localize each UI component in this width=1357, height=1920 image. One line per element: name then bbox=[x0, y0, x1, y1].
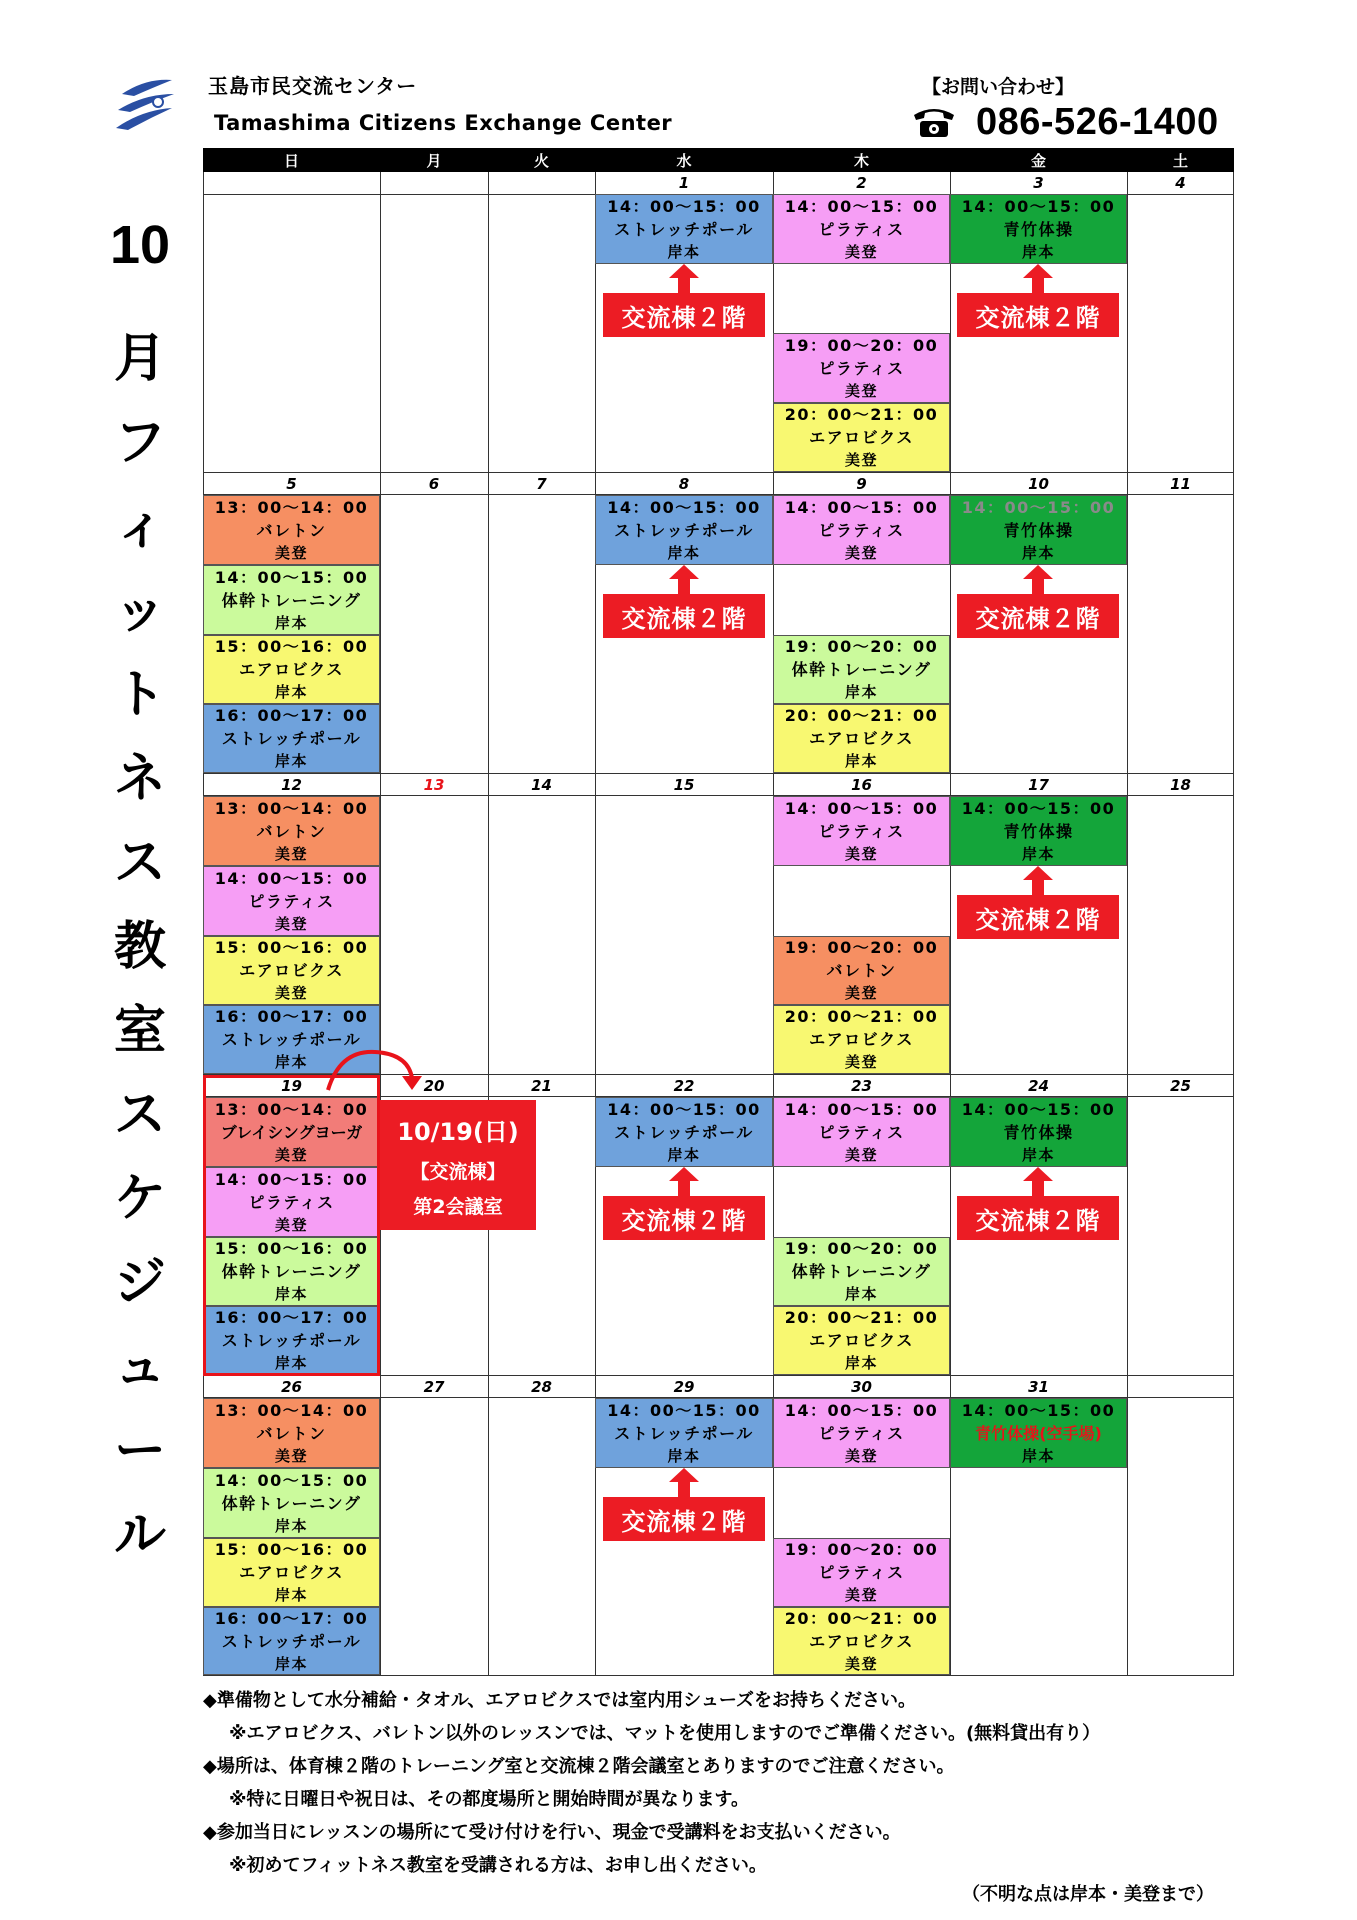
day-number: 15 bbox=[673, 776, 695, 794]
day-number: 5 bbox=[286, 475, 297, 493]
note-line: ※初めてフィットネス教室を受講される方は、お申し出ください。 bbox=[229, 1855, 767, 1876]
org-name-jp: 玉島市民交流センター bbox=[208, 74, 418, 98]
day-number: 1 bbox=[678, 174, 690, 192]
day-number: 28 bbox=[531, 1378, 552, 1396]
arrow-up-icon bbox=[1023, 866, 1053, 895]
event-pilates: 14：00～15：00 ピラティス 美登 bbox=[773, 1097, 950, 1167]
title-char: ッ bbox=[113, 580, 166, 641]
event-barreton: 13：00～14：00 バレトン 美登 bbox=[203, 495, 380, 565]
phone-number[interactable]: 086-526-1400 bbox=[976, 100, 1219, 143]
event-aotake: 14：00～15：00 青竹体操 岸本 bbox=[950, 495, 1127, 565]
room-badge: 交流棟２階 bbox=[603, 1497, 765, 1541]
day-number: 4 bbox=[1175, 174, 1186, 192]
weekday-header-sat: 土 bbox=[1127, 148, 1234, 172]
footer-contact-note: （不明な点は岸本・美登まで） bbox=[962, 1884, 1214, 1905]
special-notice-box bbox=[380, 1100, 536, 1230]
event-barreton: 13：00～14：00 バレトン 美登 bbox=[203, 1398, 380, 1468]
grid-line bbox=[488, 172, 489, 1676]
note-line: ◆参加当日にレッスンの場所にて受け付けを行い、現金で受講料をお支払いください。 bbox=[203, 1822, 901, 1843]
weekday-header-mon: 月 bbox=[380, 148, 488, 172]
weekday-header-sun: 日 bbox=[203, 148, 380, 172]
day-number: 2 bbox=[856, 174, 867, 192]
event-pilates: 19：00～20：00 ピラティス 美登 bbox=[773, 333, 950, 403]
day-number: 21 bbox=[531, 1077, 552, 1095]
event-core-training: 19：00～20：00 体幹トレーニング 岸本 bbox=[773, 635, 950, 704]
event-aerobics: 15：00～16：00 エアロビクス 岸本 bbox=[203, 1538, 380, 1607]
arrow-up-icon bbox=[669, 565, 699, 594]
title-char: ケ bbox=[113, 1168, 166, 1229]
event-barreton: 19：00～20：00 バレトン 美登 bbox=[773, 936, 950, 1005]
event-bracing-yoga: 13：00～14：00 ブレイシングヨーガ 美登 bbox=[203, 1097, 380, 1167]
event-aerobics: 20：00～21：00 エアロビクス 岸本 bbox=[773, 704, 950, 773]
grid-line bbox=[1233, 172, 1234, 1676]
grid-line bbox=[380, 172, 381, 1676]
event-aotake: 14：00～15：00 青竹体操 岸本 bbox=[950, 796, 1127, 866]
event-aotake: 14：00～15：00 青竹体操 岸本 bbox=[950, 194, 1127, 264]
event-core-training: 19：00～20：00 体幹トレーニング 岸本 bbox=[773, 1237, 950, 1306]
grid-line bbox=[1127, 172, 1128, 1676]
weekday-header-thu: 木 bbox=[773, 148, 950, 172]
event-aotake-karate-hall: 14：00～15：00 青竹体操(空手場) 岸本 bbox=[950, 1398, 1127, 1468]
special-notice-date: 10/19(日) bbox=[397, 1117, 519, 1146]
note-line: ◆準備物として水分補給・タオル、エアロビクスでは室内用シューズをお持ちください。 bbox=[203, 1690, 916, 1711]
room-badge: 交流棟２階 bbox=[957, 895, 1119, 939]
note-line: ◆場所は、体育棟２階のトレーニング室と交流棟２階会議室とありますのでご注意ください。 bbox=[203, 1756, 955, 1777]
day-number: 17 bbox=[1028, 776, 1049, 794]
weekday-header-wed: 水 bbox=[595, 148, 773, 172]
event-core-training: 15：00～16：00 体幹トレーニング 岸本 bbox=[203, 1237, 380, 1306]
title-char: フ bbox=[113, 412, 166, 473]
event-stretch-pole: 14：00～15：00 ストレッチポール 岸本 bbox=[595, 1398, 773, 1468]
room-badge: 交流棟２階 bbox=[603, 293, 765, 337]
city-logo-icon bbox=[112, 72, 178, 138]
event-pilates: 14：00～15：00 ピラティス 美登 bbox=[773, 1398, 950, 1468]
title-char: 教 bbox=[113, 916, 166, 977]
event-stretch-pole: 14：00～15：00 ストレッチポール 岸本 bbox=[595, 495, 773, 565]
event-aerobics: 20：00～21：00 エアロビクス 美登 bbox=[773, 1005, 950, 1074]
event-aerobics: 20：00～21：00 エアロビクス 岸本 bbox=[773, 1306, 950, 1375]
day-number: 26 bbox=[281, 1378, 302, 1396]
event-stretch-pole: 16：00～17：00 ストレッチポール 岸本 bbox=[203, 1306, 380, 1375]
event-pilates: 14：00～15：00 ピラティス 美登 bbox=[773, 796, 950, 866]
event-pilates: 14：00～15：00 ピラティス 美登 bbox=[203, 1167, 380, 1237]
org-name-en: Tamashima Citizens Exchange Center bbox=[214, 111, 673, 135]
arrow-up-icon bbox=[669, 1167, 699, 1196]
highlight-box-oct19 bbox=[203, 1075, 380, 1376]
room-badge: 交流棟２階 bbox=[603, 1196, 765, 1240]
arrow-up-icon bbox=[1023, 264, 1053, 293]
event-aerobics: 20：00～21：00 エアロビクス 美登 bbox=[773, 403, 950, 472]
day-number: 25 bbox=[1170, 1077, 1191, 1095]
weekday-header-fri: 金 bbox=[950, 148, 1127, 172]
event-pilates: 14：00～15：00 ピラティス 美登 bbox=[773, 495, 950, 565]
event-core-training: 14：00～15：00 体幹トレーニング 岸本 bbox=[203, 1468, 380, 1538]
day-number: 11 bbox=[1170, 475, 1191, 493]
event-stretch-pole: 16：00～17：00 ストレッチポール 岸本 bbox=[203, 704, 380, 773]
title-month-number: 10 bbox=[109, 215, 171, 275]
day-number: 14 bbox=[531, 776, 552, 794]
day-number: 19 bbox=[281, 1077, 302, 1095]
arrow-up-icon bbox=[1023, 1167, 1053, 1196]
room-badge: 交流棟２階 bbox=[957, 293, 1119, 337]
room-badge: 交流棟２階 bbox=[603, 594, 765, 638]
title-char: ネ bbox=[113, 748, 166, 809]
day-number: 12 bbox=[281, 776, 302, 794]
day-number: 24 bbox=[1028, 1077, 1049, 1095]
day-number: 3 bbox=[1033, 174, 1044, 192]
grid-line bbox=[203, 1675, 1234, 1676]
room-badge: 交流棟２階 bbox=[957, 1196, 1119, 1240]
title-char: 月 bbox=[113, 328, 166, 389]
note-line: ※特に日曜日や祝日は、その都度場所と開始時間が異なります。 bbox=[229, 1789, 750, 1810]
day-number: 8 bbox=[678, 475, 690, 493]
vertical-title bbox=[110, 215, 170, 1571]
day-number: 27 bbox=[423, 1378, 445, 1396]
arrow-up-icon bbox=[1023, 565, 1053, 594]
room-badge: 交流棟２階 bbox=[957, 594, 1119, 638]
event-aerobics: 20：00～21：00 エアロビクス 美登 bbox=[773, 1607, 950, 1675]
event-stretch-pole: 14：00～15：00 ストレッチポール 岸本 bbox=[595, 1097, 773, 1167]
title-char: 室 bbox=[113, 1000, 166, 1061]
title-char: ュ bbox=[113, 1336, 166, 1397]
event-stretch-pole: 14：00～15：00 ストレッチポール 岸本 bbox=[595, 194, 773, 264]
title-char: ィ bbox=[113, 496, 166, 557]
title-char: ス bbox=[113, 832, 166, 893]
curved-arrow-icon bbox=[320, 1048, 425, 1092]
arrow-up-icon bbox=[669, 1468, 699, 1497]
title-char: ル bbox=[113, 1504, 166, 1565]
contact-label: 【お問い合わせ】 bbox=[922, 76, 1075, 98]
title-char: ー bbox=[113, 1420, 166, 1481]
calendar-grid bbox=[203, 148, 1234, 1676]
day-number: 9 bbox=[856, 475, 867, 493]
day-number: 18 bbox=[1170, 776, 1191, 794]
event-core-training: 14：00～15：00 体幹トレーニング 岸本 bbox=[203, 565, 380, 635]
special-notice-building: 【交流棟】 bbox=[410, 1160, 506, 1183]
day-number: 30 bbox=[851, 1378, 872, 1396]
day-number: 20 bbox=[423, 1077, 445, 1095]
event-pilates: 14：00～15：00 ピラティス 美登 bbox=[773, 194, 950, 264]
phone-contact bbox=[912, 100, 1219, 144]
day-number: 29 bbox=[673, 1378, 695, 1396]
event-stretch-pole: 16：00～17：00 ストレッチポール 岸本 bbox=[203, 1607, 380, 1675]
special-notice-room: 第2会議室 bbox=[413, 1195, 503, 1218]
notes-section bbox=[203, 1684, 1100, 1882]
telephone-icon bbox=[912, 105, 956, 139]
title-char: ト bbox=[113, 664, 166, 725]
event-pilates: 19：00～20：00 ピラティス 美登 bbox=[773, 1538, 950, 1607]
arrow-up-icon bbox=[669, 264, 699, 293]
note-line: ※エアロビクス、バレトン以外のレッスンでは、マットを使用しますのでご準備ください。(無料貸出有り） bbox=[229, 1723, 1101, 1744]
event-aotake: 14：00～15：00 青竹体操 岸本 bbox=[950, 1097, 1127, 1167]
event-aerobics: 15：00～16：00 エアロビクス 美登 bbox=[203, 936, 380, 1005]
title-char: ス bbox=[113, 1084, 166, 1145]
title-char: ジ bbox=[113, 1252, 166, 1313]
day-number: 16 bbox=[851, 776, 872, 794]
event-barreton: 13：00～14：00 バレトン 美登 bbox=[203, 796, 380, 866]
event-aerobics: 15：00～16：00 エアロビクス 岸本 bbox=[203, 635, 380, 704]
day-number: 22 bbox=[673, 1077, 695, 1095]
event-stretch-pole: 16：00～17：00 ストレッチポール 岸本 bbox=[203, 1005, 380, 1074]
day-number: 23 bbox=[851, 1077, 872, 1095]
day-number: 10 bbox=[1028, 475, 1049, 493]
weekday-header-tue: 火 bbox=[488, 148, 595, 172]
event-pilates: 14：00～15：00 ピラティス 美登 bbox=[203, 866, 380, 936]
day-number: 6 bbox=[428, 475, 440, 493]
day-number: 31 bbox=[1028, 1378, 1049, 1396]
day-number: 7 bbox=[536, 475, 547, 493]
day-number-holiday: 13 bbox=[423, 776, 445, 794]
